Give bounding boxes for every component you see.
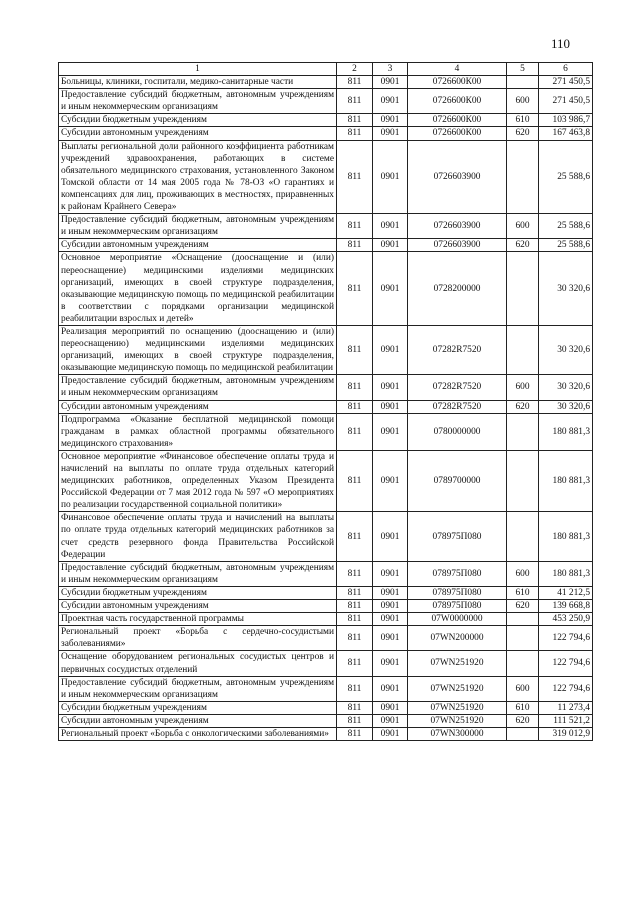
- table-row: [59, 89, 593, 114]
- table-row: [59, 651, 593, 676]
- row-section-code: 0901: [373, 701, 408, 714]
- row-target-code: 07W0000000: [408, 613, 507, 626]
- table-row: [59, 114, 593, 127]
- row-name: Подпрограмма «Оказание бесплатной медицинской помощи гражданам в рамках областной программы обязательного медицинского страхования»: [59, 413, 337, 450]
- row-amount: 180 881,3: [539, 512, 593, 561]
- row-section-code: 0901: [373, 413, 408, 450]
- budget-table: [58, 62, 593, 741]
- row-ministry-code: 811: [337, 561, 373, 586]
- row-expense-type: 600: [507, 89, 539, 114]
- row-amount: 25 588,6: [539, 140, 593, 214]
- table-row: [59, 600, 593, 613]
- row-name: Оснащение оборудованием региональных сосудистых центров и первичных сосудистых отделений: [59, 651, 337, 676]
- row-target-code: 07WN300000: [408, 727, 507, 740]
- table-row: [59, 127, 593, 140]
- row-section-code: 0901: [373, 114, 408, 127]
- row-amount: 271 450,5: [539, 76, 593, 89]
- row-target-code: 0726600К00: [408, 127, 507, 140]
- row-ministry-code: 811: [337, 214, 373, 239]
- row-amount: 271 450,5: [539, 89, 593, 114]
- row-section-code: 0901: [373, 140, 408, 214]
- table-row: [59, 561, 593, 586]
- row-amount: 25 588,6: [539, 214, 593, 239]
- row-target-code: 0728200000: [408, 252, 507, 326]
- row-name: Региональный проект «Борьба с онкологическими заболеваниями»: [59, 727, 337, 740]
- row-target-code: 07WN251920: [408, 651, 507, 676]
- row-name: Субсидии автономным учреждениям: [59, 400, 337, 413]
- row-expense-type: 600: [507, 561, 539, 586]
- row-amount: 319 012,9: [539, 727, 593, 740]
- row-expense-type: 620: [507, 714, 539, 727]
- row-name: Предоставление субсидий бюджетным, автономным учреждениям и иным некоммерческим организациям: [59, 561, 337, 586]
- table-row: [59, 512, 593, 561]
- row-name: Субсидии автономным учреждениям: [59, 714, 337, 727]
- row-amount: 25 588,6: [539, 239, 593, 252]
- row-amount: 122 794,6: [539, 626, 593, 651]
- column-header: 5: [507, 63, 539, 76]
- row-section-code: 0901: [373, 512, 408, 561]
- table-row: [59, 413, 593, 450]
- row-section-code: 0901: [373, 600, 408, 613]
- row-target-code: 07WN200000: [408, 626, 507, 651]
- row-name: Финансовое обеспечение оплаты труда и начислений на выплаты по оплате труда отдельных категорий медицинских работников за счет средств резервного фонда Правительства Российской Федерации: [59, 512, 337, 561]
- row-section-code: 0901: [373, 613, 408, 626]
- table-row: [59, 701, 593, 714]
- row-ministry-code: 811: [337, 127, 373, 140]
- row-ministry-code: 811: [337, 586, 373, 599]
- row-amount: 30 320,6: [539, 325, 593, 374]
- row-ministry-code: 811: [337, 676, 373, 701]
- table-row: [59, 714, 593, 727]
- row-target-code: 0726600К00: [408, 76, 507, 89]
- row-name: Субсидии бюджетным учреждениям: [59, 586, 337, 599]
- row-section-code: 0901: [373, 714, 408, 727]
- table-row: [59, 239, 593, 252]
- row-ministry-code: 811: [337, 626, 373, 651]
- column-header: 1: [59, 63, 337, 76]
- table-row: [59, 450, 593, 511]
- row-ministry-code: 811: [337, 325, 373, 374]
- row-expense-type: 610: [507, 586, 539, 599]
- row-target-code: 0726600К00: [408, 114, 507, 127]
- row-expense-type: [507, 512, 539, 561]
- row-ministry-code: 811: [337, 701, 373, 714]
- table-row: [59, 626, 593, 651]
- row-amount: 111 521,2: [539, 714, 593, 727]
- row-amount: 167 463,8: [539, 127, 593, 140]
- row-target-code: 078975П080: [408, 512, 507, 561]
- row-section-code: 0901: [373, 325, 408, 374]
- row-section-code: 0901: [373, 76, 408, 89]
- row-section-code: 0901: [373, 89, 408, 114]
- column-header: 6: [539, 63, 593, 76]
- row-amount: 453 250,9: [539, 613, 593, 626]
- row-target-code: 07WN251920: [408, 676, 507, 701]
- row-ministry-code: 811: [337, 613, 373, 626]
- row-expense-type: 620: [507, 400, 539, 413]
- row-name: Субсидии автономным учреждениям: [59, 600, 337, 613]
- row-name: Больницы, клиники, госпитали, медико-санитарные части: [59, 76, 337, 89]
- row-section-code: 0901: [373, 586, 408, 599]
- row-ministry-code: 811: [337, 140, 373, 214]
- column-header: 3: [373, 63, 408, 76]
- row-target-code: 07282R7520: [408, 325, 507, 374]
- table-row: [59, 325, 593, 374]
- row-section-code: 0901: [373, 626, 408, 651]
- row-expense-type: [507, 651, 539, 676]
- column-header: 4: [408, 63, 507, 76]
- row-amount: 180 881,3: [539, 413, 593, 450]
- row-section-code: 0901: [373, 450, 408, 511]
- row-name: Региональный проект «Борьба с сердечно-сосудистыми заболеваниями»: [59, 626, 337, 651]
- row-name: Субсидии автономным учреждениям: [59, 127, 337, 140]
- row-expense-type: [507, 325, 539, 374]
- row-target-code: 07WN251920: [408, 714, 507, 727]
- row-amount: 180 881,3: [539, 450, 593, 511]
- row-ministry-code: 811: [337, 450, 373, 511]
- row-name: Основное мероприятие «Оснащение (дооснащение и (или) переоснащение) медицинскими изделиями медицинских организаций, имеющих в своей структуре подразделения, оказывающие медицинскую помощь по медицинской реабилитации в соответствии с порядками организации медицинской реабилитации взрослых и детей»: [59, 252, 337, 326]
- row-ministry-code: 811: [337, 89, 373, 114]
- row-expense-type: [507, 727, 539, 740]
- row-name: Предоставление субсидий бюджетным, автономным учреждениям и иным некоммерческим организациям: [59, 375, 337, 400]
- row-expense-type: 600: [507, 214, 539, 239]
- row-amount: 30 320,6: [539, 375, 593, 400]
- row-amount: 11 273,4: [539, 701, 593, 714]
- row-expense-type: 620: [507, 239, 539, 252]
- table-row: [59, 375, 593, 400]
- row-target-code: 0726603900: [408, 239, 507, 252]
- row-ministry-code: 811: [337, 114, 373, 127]
- row-amount: 41 212,5: [539, 586, 593, 599]
- row-section-code: 0901: [373, 561, 408, 586]
- row-amount: 180 881,3: [539, 561, 593, 586]
- row-target-code: 078975П080: [408, 586, 507, 599]
- row-target-code: 0789700000: [408, 450, 507, 511]
- row-expense-type: [507, 252, 539, 326]
- page-number: 110: [550, 36, 570, 51]
- row-ministry-code: 811: [337, 651, 373, 676]
- row-ministry-code: 811: [337, 400, 373, 413]
- row-name: Предоставление субсидий бюджетным, автономным учреждениям и иным некоммерческим организациям: [59, 214, 337, 239]
- table-row: [59, 76, 593, 89]
- table-row: [59, 214, 593, 239]
- row-section-code: 0901: [373, 676, 408, 701]
- row-ministry-code: 811: [337, 252, 373, 326]
- row-name: Субсидии автономным учреждениям: [59, 239, 337, 252]
- table-row: [59, 727, 593, 740]
- row-name: Основное мероприятие «Финансовое обеспечение оплаты труда и начислений на выплаты по оплате труда отдельных категорий медицинских работников, определенных Указом Президента Российской Федерации от 7 мая 2012 года № 597 «О мероприятиях по реализации государственной социальной политики»: [59, 450, 337, 511]
- row-expense-type: 620: [507, 600, 539, 613]
- row-expense-type: [507, 450, 539, 511]
- row-name: Субсидии бюджетным учреждениям: [59, 701, 337, 714]
- row-section-code: 0901: [373, 375, 408, 400]
- row-target-code: 0780000000: [408, 413, 507, 450]
- row-section-code: 0901: [373, 727, 408, 740]
- table-row: [59, 613, 593, 626]
- row-expense-type: 610: [507, 114, 539, 127]
- row-expense-type: [507, 613, 539, 626]
- row-target-code: 078975П080: [408, 561, 507, 586]
- row-ministry-code: 811: [337, 239, 373, 252]
- row-amount: 139 668,8: [539, 600, 593, 613]
- table-row: [59, 252, 593, 326]
- row-name: Проектная часть государственной программы: [59, 613, 337, 626]
- row-target-code: 07WN251920: [408, 701, 507, 714]
- row-section-code: 0901: [373, 214, 408, 239]
- row-expense-type: [507, 140, 539, 214]
- row-section-code: 0901: [373, 400, 408, 413]
- row-ministry-code: 811: [337, 375, 373, 400]
- row-ministry-code: 811: [337, 727, 373, 740]
- row-expense-type: 600: [507, 375, 539, 400]
- row-target-code: 07282R7520: [408, 375, 507, 400]
- row-amount: 122 794,6: [539, 651, 593, 676]
- row-name: Субсидии бюджетным учреждениям: [59, 114, 337, 127]
- table-row: [59, 676, 593, 701]
- row-section-code: 0901: [373, 252, 408, 326]
- row-expense-type: 600: [507, 676, 539, 701]
- row-ministry-code: 811: [337, 512, 373, 561]
- row-ministry-code: 811: [337, 714, 373, 727]
- row-amount: 30 320,6: [539, 400, 593, 413]
- row-expense-type: 610: [507, 701, 539, 714]
- row-section-code: 0901: [373, 127, 408, 140]
- row-ministry-code: 811: [337, 413, 373, 450]
- column-header: 2: [337, 63, 373, 76]
- row-target-code: 078975П080: [408, 600, 507, 613]
- table-row: [59, 586, 593, 599]
- table-row: [59, 400, 593, 413]
- table-row: [59, 140, 593, 214]
- row-target-code: 0726600К00: [408, 89, 507, 114]
- row-section-code: 0901: [373, 651, 408, 676]
- row-expense-type: [507, 76, 539, 89]
- row-name: Предоставление субсидий бюджетным, автономным учреждениям и иным некоммерческим организациям: [59, 89, 337, 114]
- row-name: Выплаты региональной доли районного коэффициента работникам учреждений здравоохранения, работающих в системе обязательного медицинского страхования, установленного Законом Томской области от 14 мая 2005 года № 78-ОЗ «О гарантиях и компенсациях для лиц, проживающих в местностях, приравненных к районам Крайнего Севера»: [59, 140, 337, 214]
- row-amount: 103 986,7: [539, 114, 593, 127]
- row-name: Предоставление субсидий бюджетным, автономным учреждениям и иным некоммерческим организациям: [59, 676, 337, 701]
- row-section-code: 0901: [373, 239, 408, 252]
- row-ministry-code: 811: [337, 600, 373, 613]
- row-target-code: 0726603900: [408, 214, 507, 239]
- row-name: Реализация мероприятий по оснащению (дооснащению и (или) переоснащению) медицинскими изделиями медицинских организаций, имеющих в своей структуре подразделения, оказывающие медицинскую помощь по медицинской реабилитации: [59, 325, 337, 374]
- row-expense-type: [507, 413, 539, 450]
- row-expense-type: 620: [507, 127, 539, 140]
- row-ministry-code: 811: [337, 76, 373, 89]
- row-target-code: 0726603900: [408, 140, 507, 214]
- row-amount: 30 320,6: [539, 252, 593, 326]
- row-target-code: 07282R7520: [408, 400, 507, 413]
- row-expense-type: [507, 626, 539, 651]
- column-number-row: [59, 63, 593, 76]
- row-amount: 122 794,6: [539, 676, 593, 701]
